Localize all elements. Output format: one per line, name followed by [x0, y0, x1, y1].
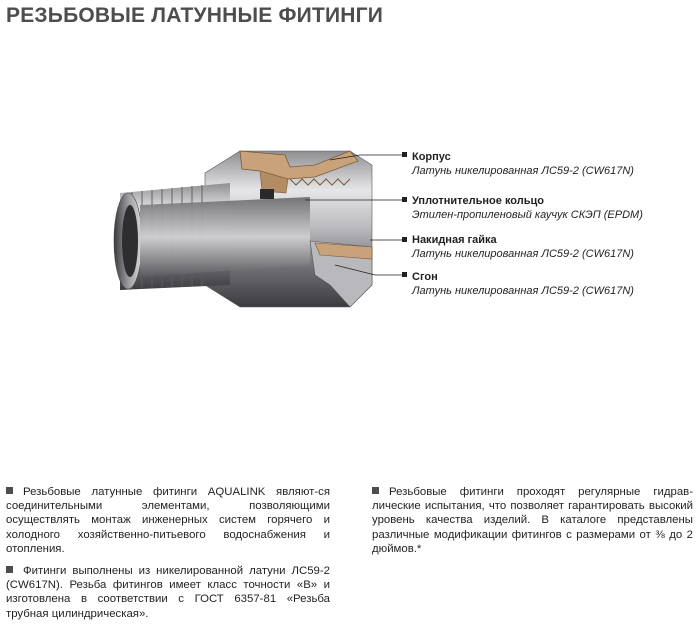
- bullet-icon: [6, 487, 13, 494]
- callout-spigot: [412, 270, 697, 298]
- callout-title: Накидная гайка: [412, 234, 497, 246]
- callout-desc: Латунь никелированная ЛС59-2 (CW617N): [412, 285, 634, 297]
- callout-title: Уплотнительное кольцо: [412, 195, 544, 207]
- callout-desc: Латунь никелированная ЛС59-2 (CW617N): [412, 165, 634, 177]
- paragraph-text: Резьбовые латунные фитинги AQUALINK являют-ся соединительными элементами, позволяющими осуществлять монтаж инженерных систем горячего и холодного хозяйственно-питьевого водоснабжения и отопления.: [6, 486, 330, 555]
- callout-body: [412, 150, 697, 178]
- callout-desc: Этилен-пропиленовый каучук СКЭП (EPDM): [412, 209, 643, 221]
- paragraph-text: Резьбовые фитинги проходят регулярные гидрав-лические испытания, что позволяет гарантировать высокий уровень качества изделий. В каталоге представлены различные модификации фитингов с размерами от ⅜ до 2 дюймов.*: [372, 486, 693, 555]
- callout-title: Корпус: [412, 151, 451, 163]
- callout-title: Сгон: [412, 271, 438, 283]
- callout-seal-ring: [412, 194, 697, 222]
- text-column-left: [6, 485, 330, 629]
- paragraph-text: Фитинги выполнены из никелированной латуни ЛС59-2 (CW617N). Резьба фитингов имеет класс точности «В» и изготовлена в соответствии с ГОСТ 6357-81 «Резьба трубная цилиндрическая».: [6, 565, 330, 620]
- page-title: РЕЗЬБОВЫЕ ЛАТУННЫЕ ФИТИНГИ: [6, 4, 384, 27]
- callout-desc: Латунь никелированная ЛС59-2 (CW617N): [412, 248, 634, 260]
- bullet-icon: [6, 566, 13, 573]
- text-column-right: [372, 485, 693, 564]
- paragraph: [372, 485, 693, 556]
- callout-union-nut: [412, 233, 697, 261]
- bullet-icon: [372, 487, 379, 494]
- paragraph: [6, 485, 330, 556]
- paragraph: [6, 564, 330, 621]
